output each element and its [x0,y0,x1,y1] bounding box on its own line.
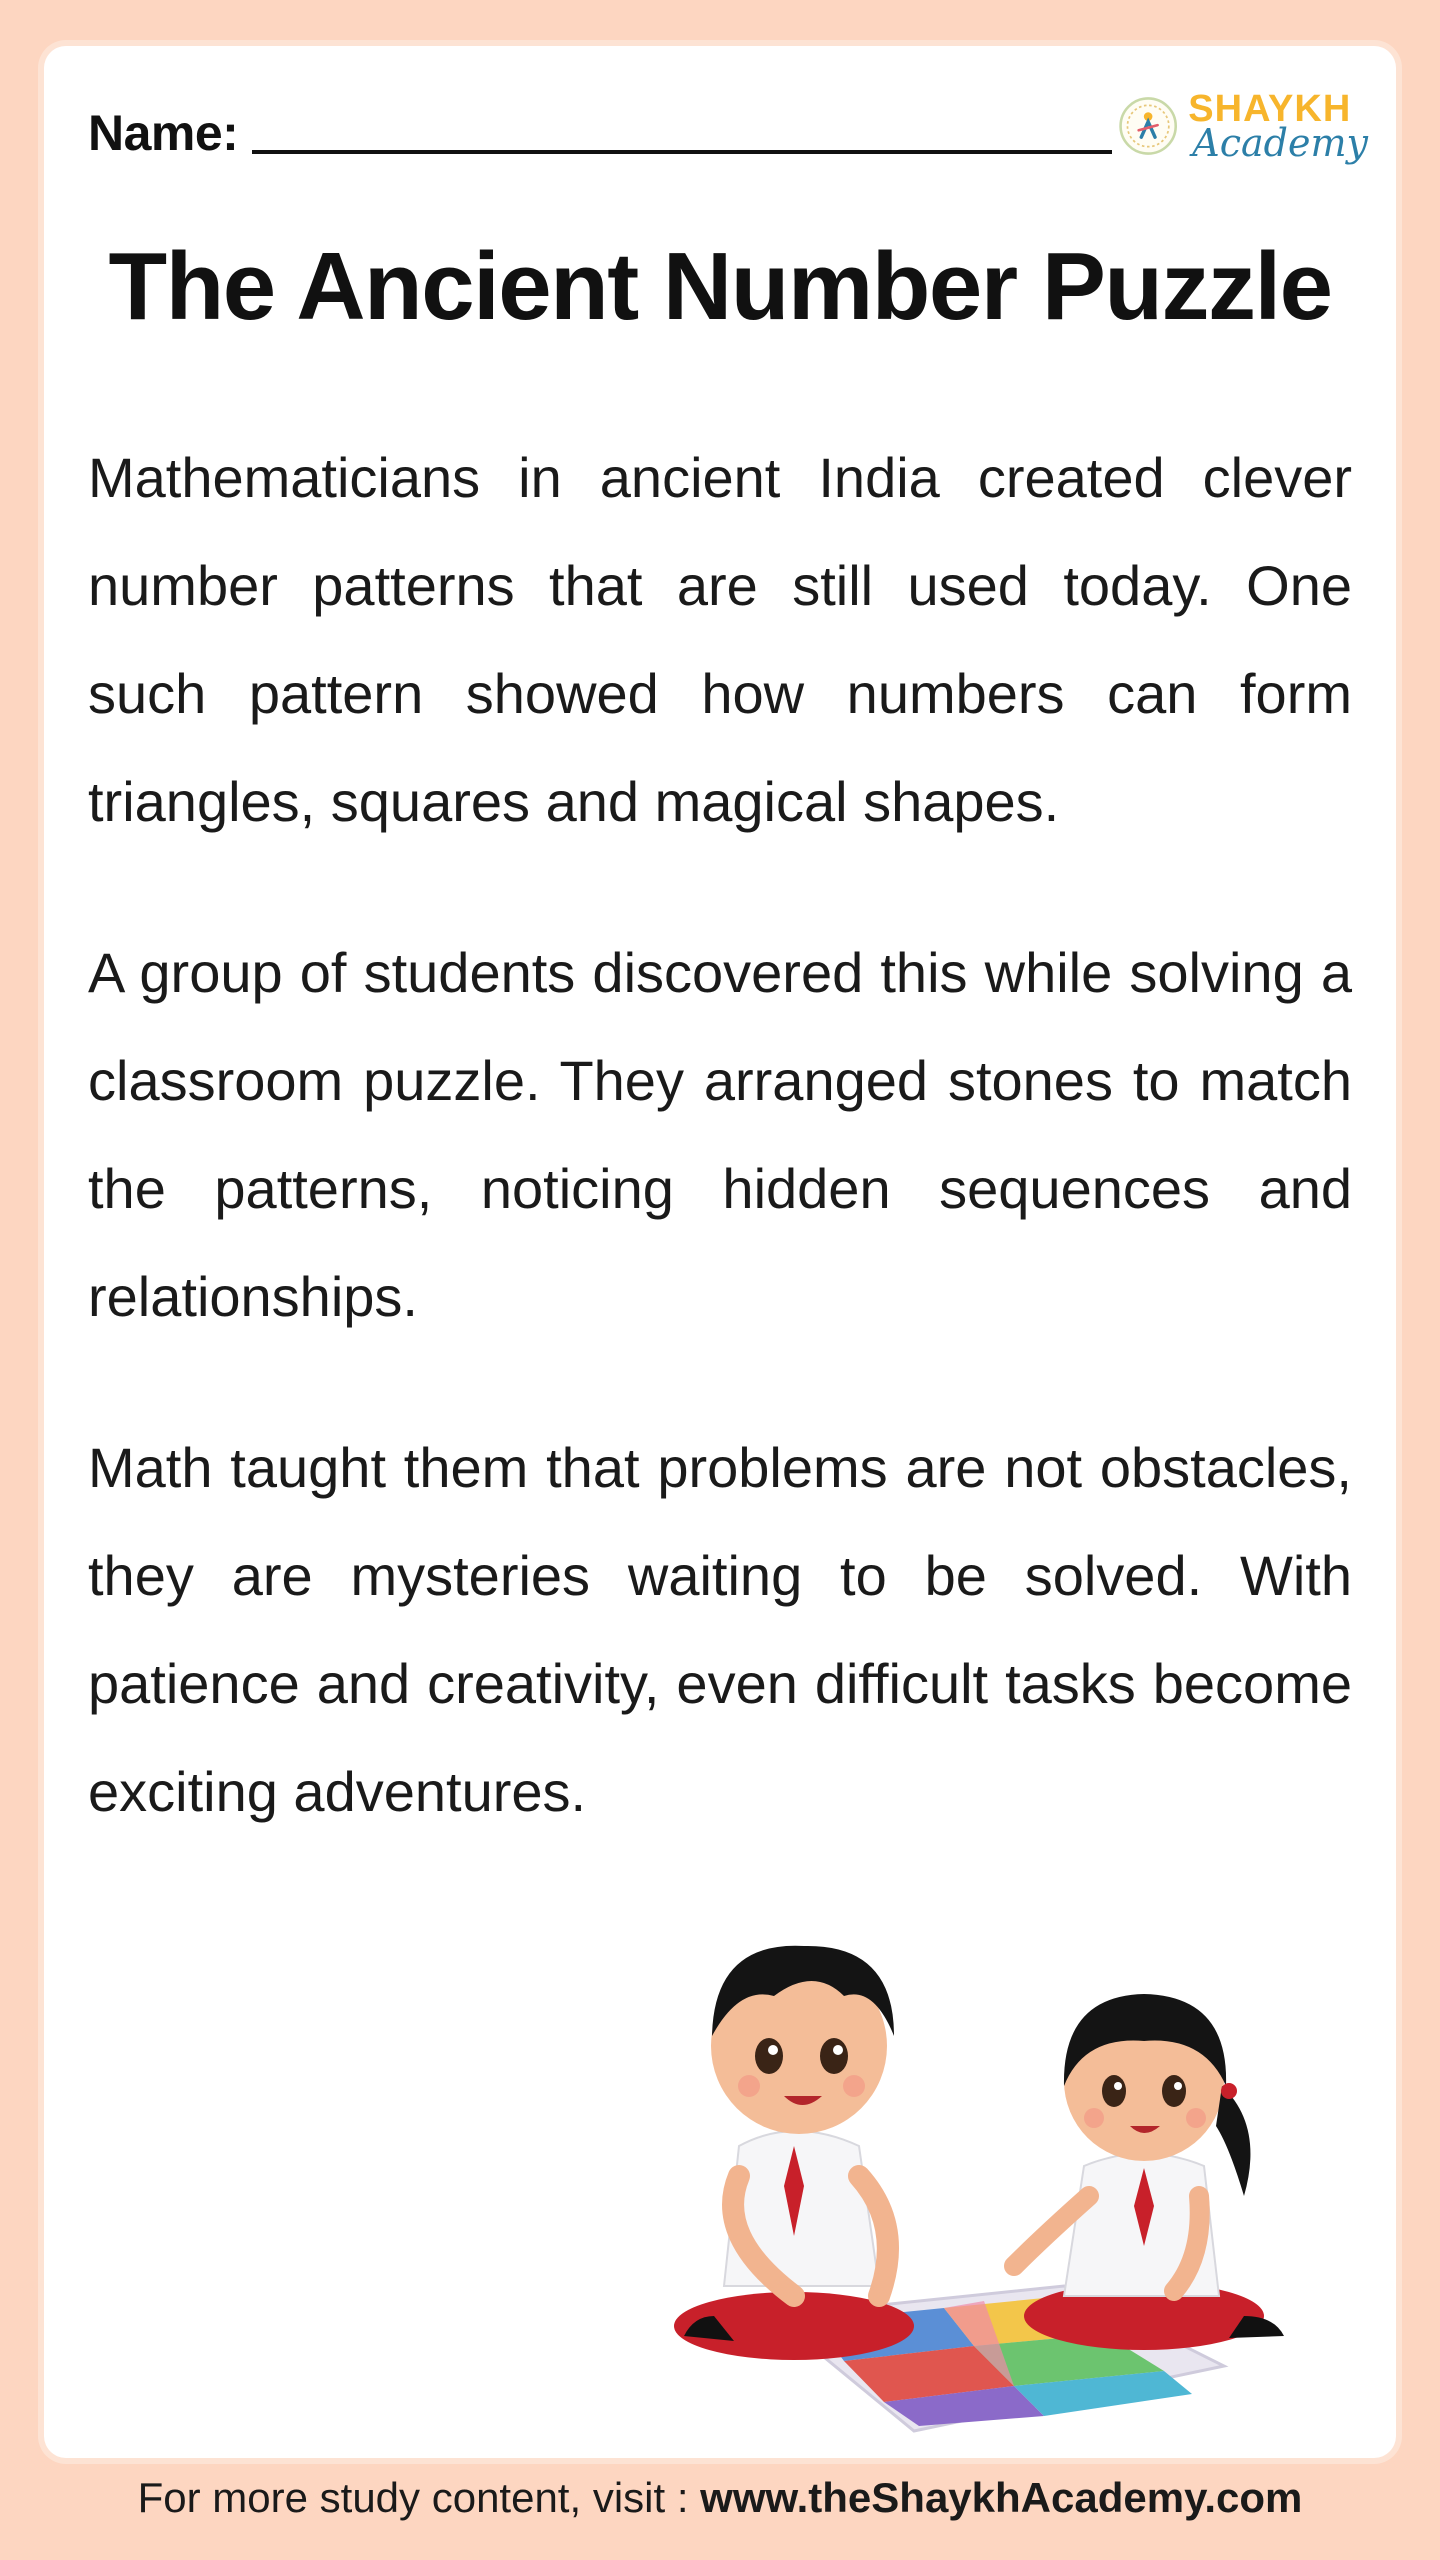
name-label: Name: [88,105,239,161]
page-title: The Ancient Number Puzzle [108,233,1332,340]
name-field-row [88,105,1112,161]
children-puzzle-illustration [644,1846,1364,2446]
academy-seal-icon [1118,91,1178,161]
footer-note [0,2474,1440,2522]
worksheet-card [44,46,1396,2458]
logo-wordmark-top: SHAYKH [1188,88,1352,130]
shaykh-academy-logo[interactable] [1118,80,1368,172]
paragraph-3: Math taught them that problems are not obstacles, they are mysteries waiting to be solved. With patience and creativity, even difficult tasks become exciting adventures. [88,1436,1352,1823]
footer-prefix: For more study content, visit : [137,2474,701,2521]
girl-figure [1014,1994,1284,2350]
paragraph-1: Mathematicians in ancient India created clever number patterns that are still used today. One such pattern showed how numbers can form triangles, squares and magical shapes. [88,446,1352,833]
boy-figure [674,1946,914,2360]
paragraph-2: A group of students discovered this while solving a classroom puzzle. They arranged stones to match the patterns, noticing hidden sequences and relationships. [88,941,1352,1328]
name-blank-line [252,150,1112,154]
footer-website-link[interactable]: www.theShaykhAcademy.com [700,2474,1303,2521]
logo-wordmark-bottom: Academy [1192,121,1368,165]
